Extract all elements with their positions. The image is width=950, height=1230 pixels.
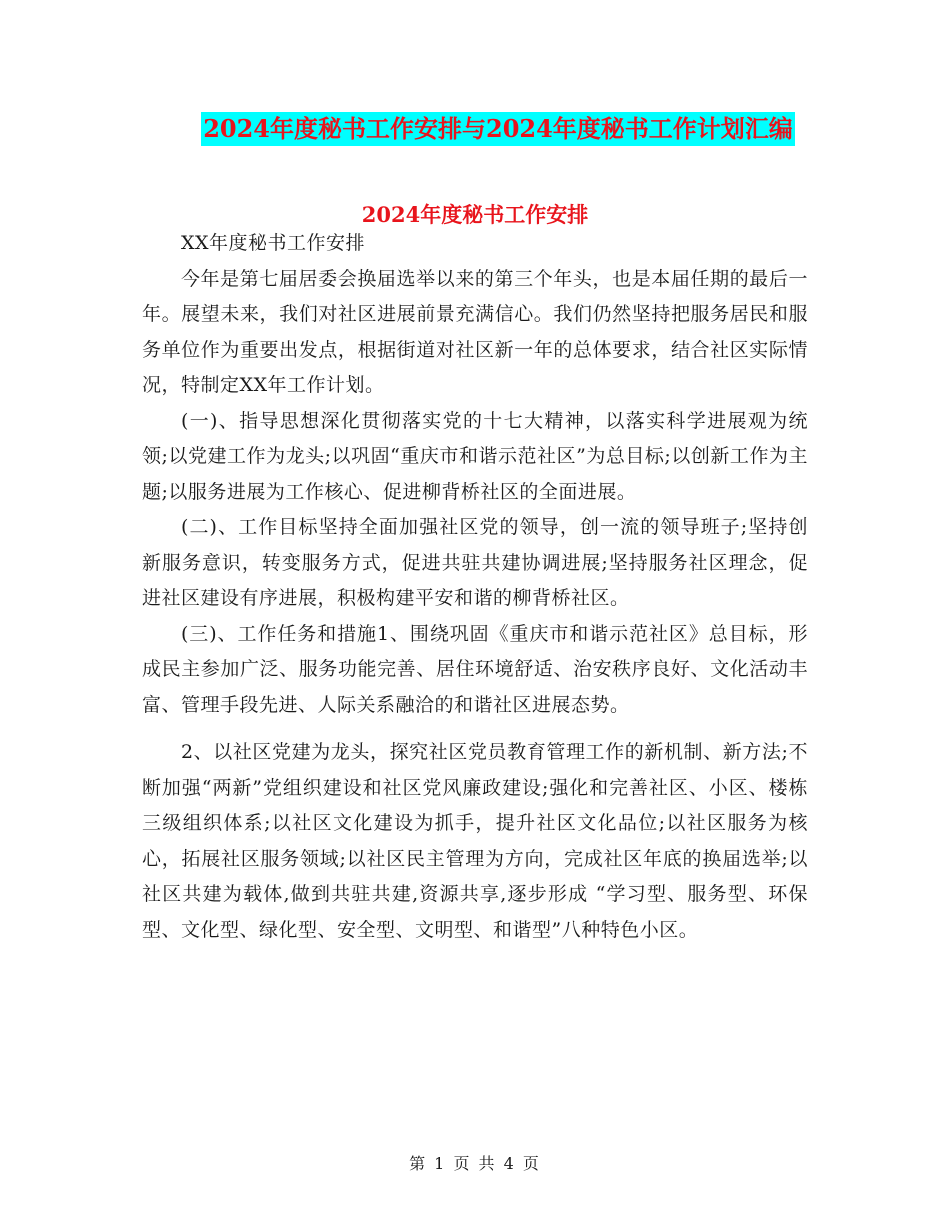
paragraph-tasks-measures: (三)、工作任务和措施1、围绕巩固《重庆市和谐示范社区》总目标，形成民主参加广泛、服务功能完善、居住环境舒适、治安秩序良好、文化活动丰富、管理手段先进、人际关系融洽的和谐社区进展态势。 [142, 622, 808, 716]
paragraph-intro: 今年是第七届居委会换届选举以来的第三个年头，也是本届任期的最后一年。展望未来，我们对社区进展前景充满信心。我们仍然坚持把服务居民和服务单位作为重要出发点，根据街道对社区新一年的总体要求，结合社区实际情况，特制定XX年工作计划。 [142, 267, 808, 396]
paragraph-party-building: 2、以社区党建为龙头，探究社区党员教育管理工作的新机制、新方法;不断加强“两新”党组织建设和社区党风廉政建设;强化和完善社区、小区、楼栋三级组织体系;以社区文化建设为抓手，提升社区文化品位;以社区服务为核心，拓展社区服务领域;以社区民主管理为方向，完成社区年底的换届选举;以社区共建为载体,做到共驻共建,资源共享,逐步形成 “学习型、服务型、环保型、文化型、绿化型、安全型、文明型、和谐型”八种特色小区。 [142, 741, 808, 941]
document-body [142, 226, 808, 948]
paragraph-guiding-ideology: (一)、指导思想深化贯彻落实党的十七大精神，以落实科学进展观为统领;以党建工作为龙头;以巩固“重庆市和谐示范社区”为总目标;以创新工作为主题;以服务进展为工作核心、促进柳背桥社区的全面进展。 [142, 409, 808, 503]
paragraph-work-goals: (二)、工作目标坚持全面加强社区党的领导，创一流的领导班子;坚持创新服务意识，转变服务方式，促进共驻共建协调进展;坚持服务社区理念，促进社区建设有序进展，积极构建平安和谐的柳背桥社区。 [142, 516, 808, 609]
section-title: 2024年度秘书工作安排 [361, 202, 589, 227]
page-number-footer: 第 1 页 共 4 页 [409, 1154, 541, 1173]
paragraph-subtitle: XX年度秘书工作安排 [180, 232, 365, 254]
document-title-container [0, 112, 950, 146]
document-title: 2024年度秘书工作安排与2024年度秘书工作计划汇编 [201, 112, 795, 146]
